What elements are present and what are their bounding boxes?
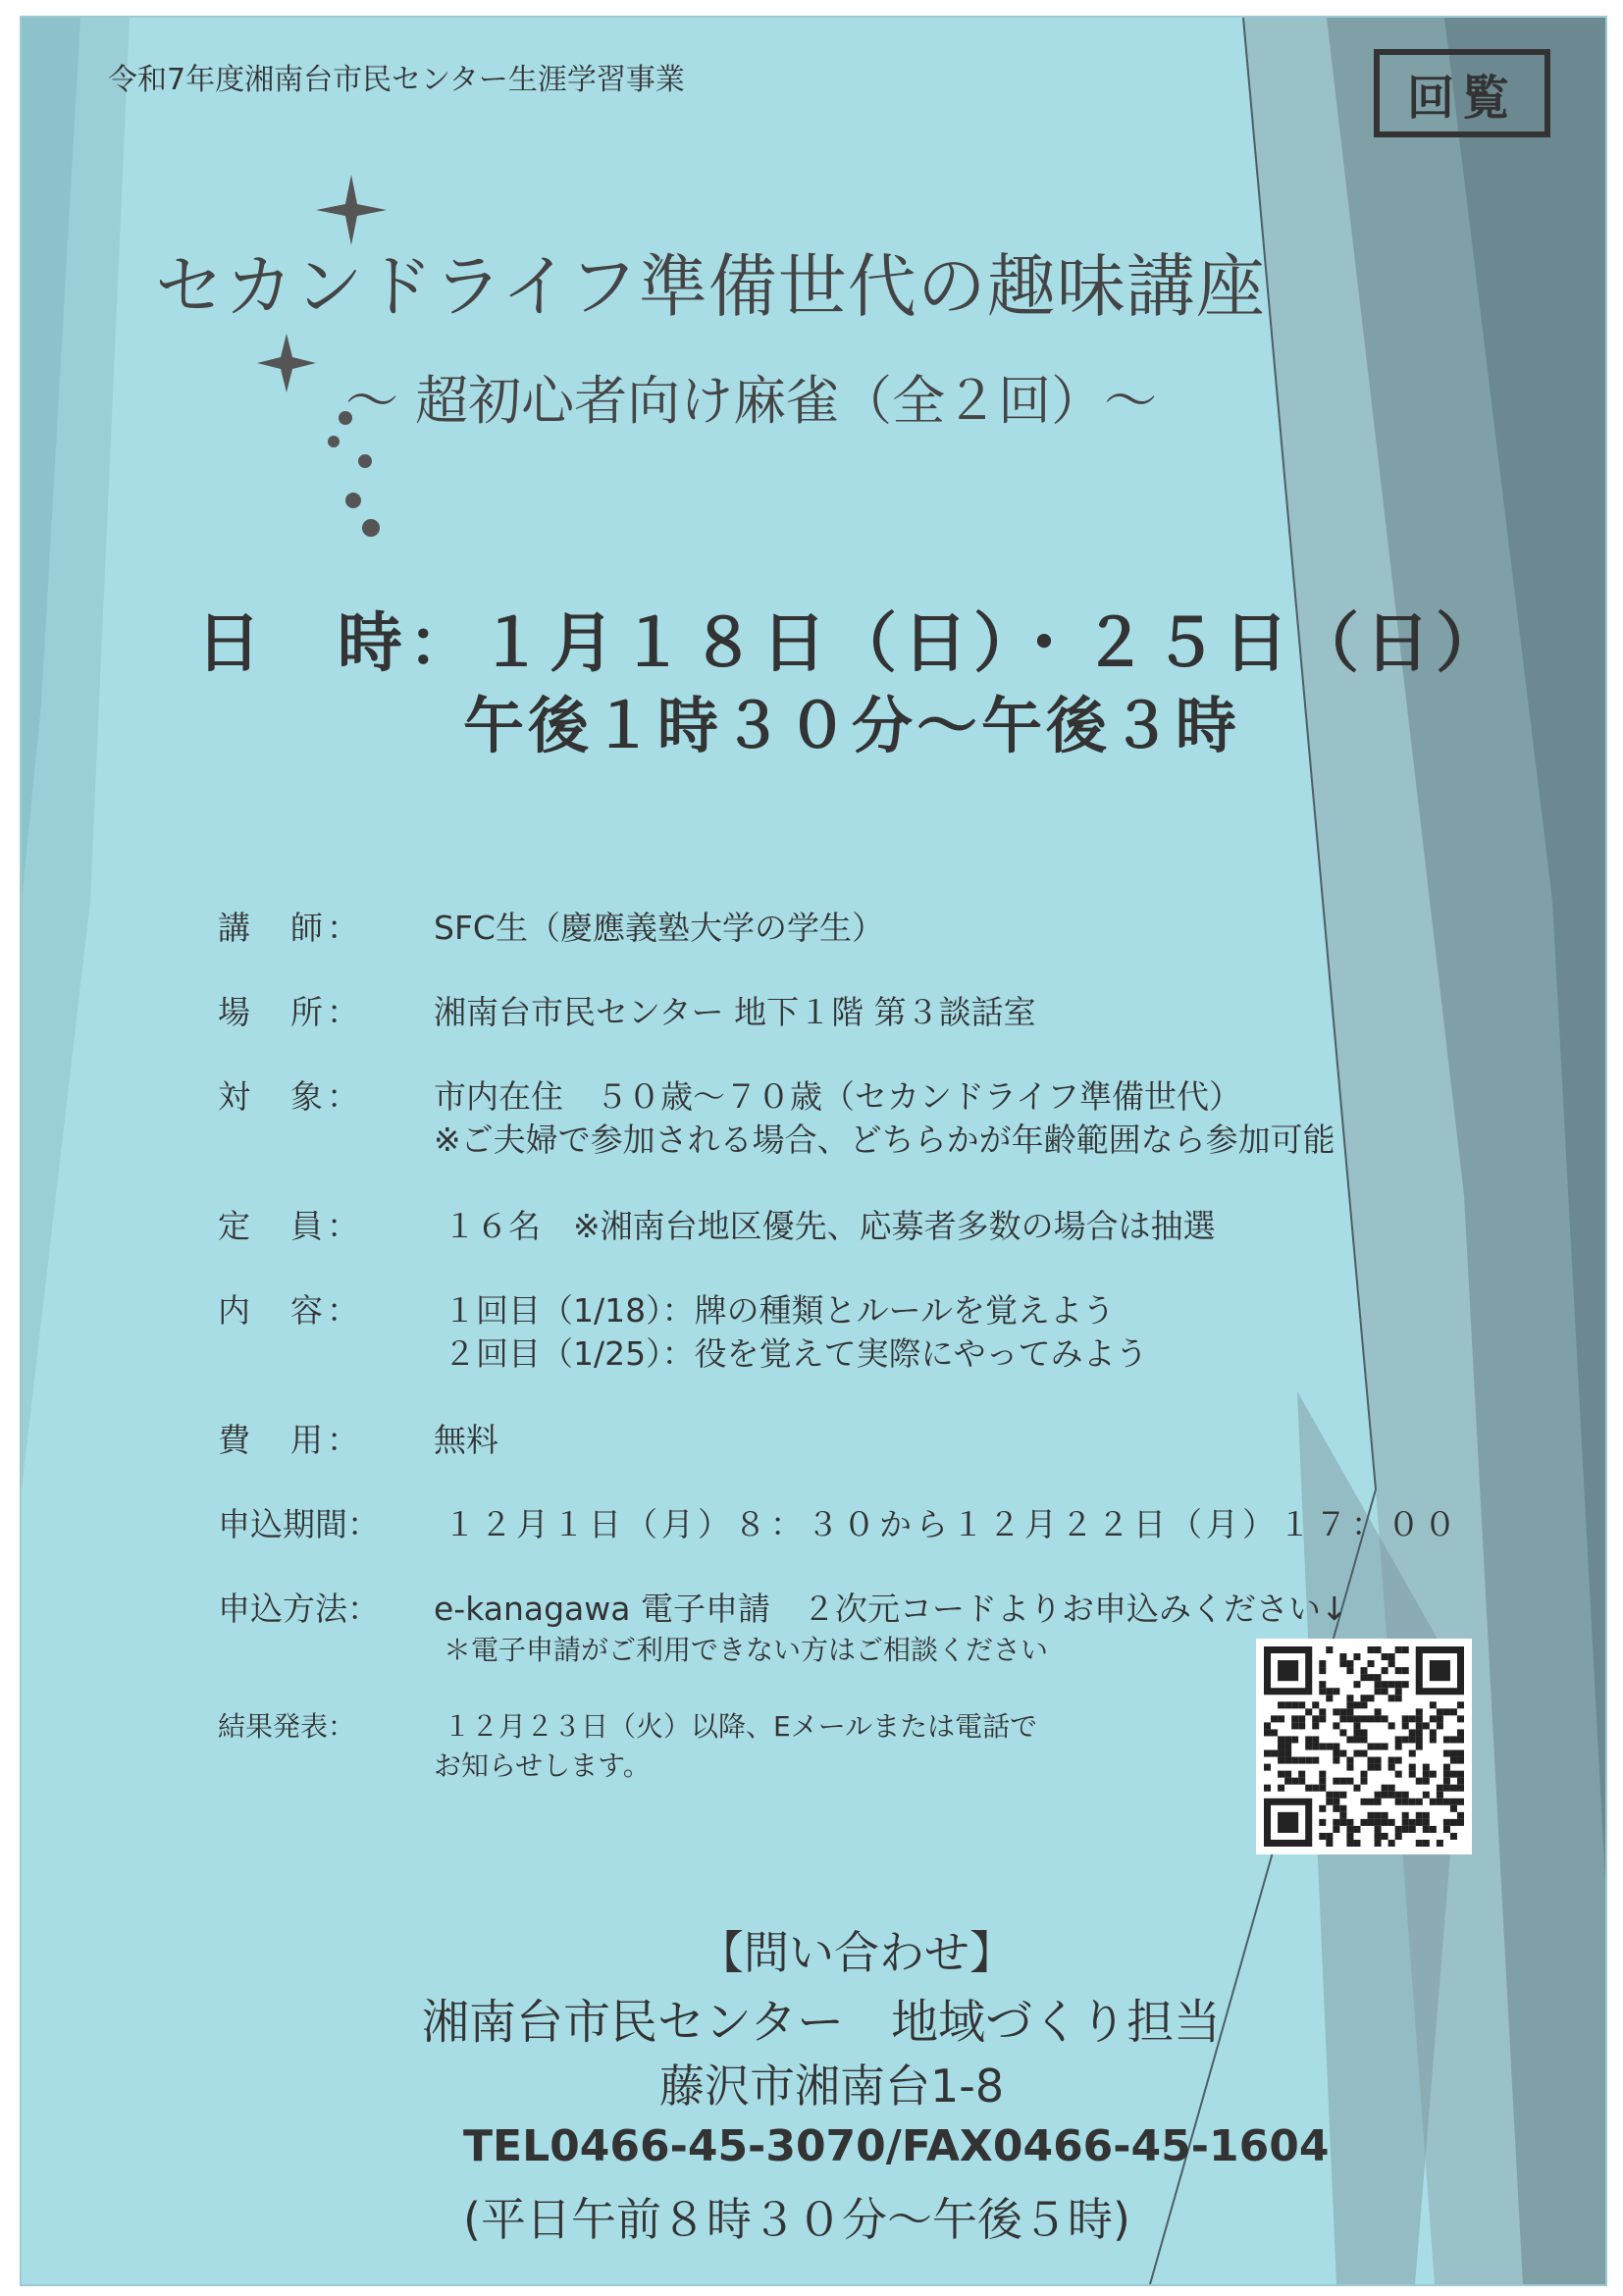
detail-value-results: １２月２３日（火）以降、Eメールまたは電話で	[444, 1710, 1038, 1743]
flyer-title: セカンドライフ準備世代の趣味講座	[155, 246, 1266, 327]
detail-value-application-method: e-kanagawa 電子申請 ２次元コードよりお申込みください↓	[434, 1590, 1348, 1628]
detail-note-application-method: ＊電子申請がご利用できない方はご相談ください	[444, 1634, 1049, 1666]
contact-hours: (平日午前８時３０分～午後５時)	[463, 2193, 1130, 2246]
detail-value-capacity: １６名 ※湘南台地区優先、応募者多数の場合は抽選	[444, 1207, 1216, 1245]
detail-value-target: 市内在住 ５０歳～７０歳（セカンドライフ準備世代）	[434, 1077, 1242, 1116]
contact-address: 藤沢市湘南台1-8	[659, 2060, 1005, 2113]
detail-label-fee: 費 用：	[218, 1421, 363, 1459]
detail-label-target: 対 象：	[218, 1077, 363, 1116]
detail-label-application-period: 申込期間：	[218, 1505, 380, 1543]
detail-value-application-period: １２月１日（月）８：３０から１２月２２日（月）１７：００	[444, 1505, 1460, 1543]
detail-note-results: お知らせします。	[434, 1749, 651, 1782]
detail-label-results: 結果発表：	[218, 1710, 356, 1743]
detail-label-content: 内 容：	[218, 1291, 363, 1330]
detail-label-lecturer: 講 師：	[218, 909, 363, 947]
schedule-date: 日 時：１月１８日（日）・２５日（日）	[196, 605, 1506, 681]
detail-label-venue: 場 所：	[218, 993, 363, 1031]
detail-value-content-2: ２回目（1/25）：役を覚えて実際にやってみよう	[444, 1334, 1148, 1373]
detail-value-content-1: １回目（1/18）：牌の種類とルールを覚えよう	[444, 1291, 1115, 1330]
schedule-time: 午後１時３０分～午後３時	[463, 690, 1241, 761]
qr-code-icon	[1264, 1646, 1464, 1847]
program-name: 令和7年度湘南台市民センター生涯学習事業	[108, 63, 685, 97]
flyer-page	[20, 16, 1607, 2286]
flyer-subtitle: ～ 超初心者向け麻雀（全２回）～	[345, 370, 1158, 432]
stamp-label: 回覧	[1406, 70, 1517, 126]
detail-value-venue: 湘南台市民センター 地下１階 第３談話室	[434, 993, 1036, 1031]
contact-organization: 湘南台市民センター 地域づくり担当	[422, 1995, 1222, 2050]
detail-label-application-method: 申込方法：	[218, 1590, 380, 1628]
detail-value-fee: 無料	[434, 1421, 498, 1459]
detail-label-capacity: 定 員：	[218, 1207, 363, 1245]
detail-note-target: ※ご夫婦で参加される場合、どちらかが年齢範囲なら参加可能	[434, 1121, 1335, 1159]
contact-phone: TEL0466-45-3070/FAX0466-45-1604	[463, 2121, 1330, 2171]
detail-value-lecturer: SFC生（慶應義塾大学の学生）	[434, 909, 884, 947]
circulation-stamp	[1374, 49, 1550, 137]
contact-heading: 【問い合わせ】	[699, 1926, 1015, 1979]
sparkle-icon	[257, 175, 387, 537]
qr-code[interactable]	[1256, 1639, 1472, 1854]
